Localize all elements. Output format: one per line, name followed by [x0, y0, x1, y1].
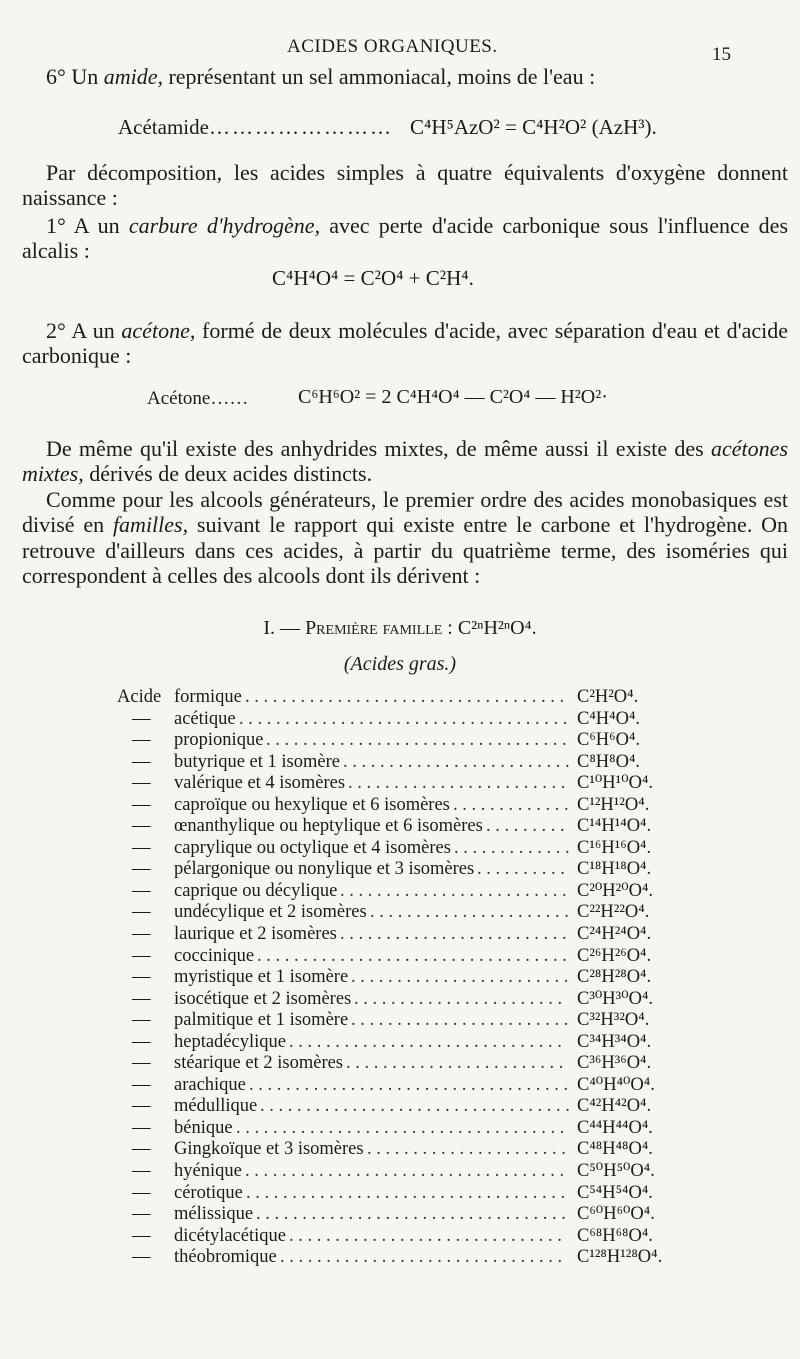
acid-row	[80, 967, 760, 989]
page-number: 15	[712, 44, 731, 65]
term-italic: familles,	[112, 512, 189, 538]
acid-name: myristique et 1 isomère	[174, 967, 349, 988]
dot-leader: . . . . . . . . . . . . . . . . . . . . . . . . . . . . . . . . . .	[256, 1204, 566, 1225]
ditto-dash: —	[132, 773, 151, 794]
acid-row	[80, 1139, 760, 1161]
acid-row	[80, 902, 760, 924]
ditto-dash: —	[132, 924, 151, 945]
dot-leader: . . . . . . . . .	[486, 816, 565, 837]
intro-paragraph: Par décomposition, les acides simples à quatre équivalents d'oxygène donnent naissance :	[22, 160, 788, 211]
ditto-dash: —	[132, 902, 151, 923]
term-italic: acétone,	[121, 318, 196, 343]
term-italic: acétones mixtes,	[22, 436, 788, 487]
acid-formula: C⁴²H⁴²O⁴.	[577, 1096, 652, 1117]
dot-leader: . . . . . . . . . . . . . . . . . . . . . . . . . . . . . . . . .	[266, 730, 567, 751]
ditto-dash: —	[132, 988, 151, 1009]
term-italic: amide,	[103, 64, 163, 89]
dot-leader: . . . . . . . . . . . . . . . . . . . . . . . .	[348, 773, 566, 794]
acid-name: laurique et 2 isomères	[174, 924, 337, 945]
acid-row	[80, 1053, 760, 1075]
dot-leader: . . . . . . . . . . . . . . . . . . . . . . . . . . . . . . . . . . .	[245, 687, 565, 707]
dot-leader: . . . . . . . . . . . . . . . . . . . . . . . . .	[340, 924, 567, 945]
acid-row	[80, 989, 760, 1011]
dot-leader: . . . . . . . . . . . . . . . . . . . . . . . . .	[340, 880, 567, 901]
acid-row	[80, 730, 760, 752]
ditto-dash: —	[132, 794, 151, 815]
acid-name: heptadécylique	[174, 1031, 286, 1052]
acid-formula: C⁴⁰H⁴⁰O⁴.	[577, 1074, 655, 1095]
acid-name: arachique	[174, 1074, 246, 1095]
acid-row	[80, 1010, 760, 1032]
acid-name: propionique	[174, 730, 264, 751]
acid-formula: C⁶⁸H⁶⁸O⁴.	[577, 1225, 653, 1246]
acid-row	[80, 924, 760, 946]
dot-leader: . . . . . . . . . . . . . . . . . . . . . . . . . . . . . . . . . .	[260, 1096, 570, 1117]
ditto-dash: —	[132, 1204, 151, 1225]
acid-row	[80, 709, 760, 731]
item-1-paragraph: 1° A un carbure d'hydrogène, avec perte d'acide carbonique sous l'influence des alcalis :	[22, 213, 789, 264]
acid-row	[80, 1161, 760, 1183]
acetone-formula: C⁶H⁶O² = 2 C⁴H⁴O⁴ — C²O⁴ — H²O²·	[298, 386, 608, 408]
acid-formula: C¹²⁸H¹²⁸O⁴.	[577, 1247, 663, 1268]
item-number: 1°	[46, 213, 66, 238]
dot-leader: . . . . . . . . . . . . . . . . . . . . . . . .	[351, 967, 569, 988]
acid-row	[80, 1183, 760, 1205]
acid-name: stéarique et 2 isomères	[174, 1053, 344, 1074]
acid-formula: C²⁶H²⁶O⁴.	[577, 945, 652, 966]
ditto-dash: —	[132, 1031, 151, 1052]
families-paragraph: Comme pour les alcools générateurs, le premier ordre des acides monobasiques est divisé en familles, suivant le rapport qui existe entre le carbone et l'hydrogène. On retrouve d'ailleurs dans ces acides, à partir du quatrième terme, des isoméries qui correspondent à celles des alcools dont ils dérivent :	[22, 487, 789, 589]
acid-row	[80, 1204, 760, 1226]
ditto-dash: —	[132, 1182, 151, 1203]
dot-leader: . . . . . . . . . . . . . . . . . . . . . . . . . . . . . . . . . .	[257, 945, 567, 966]
acid-formula: C³⁴H³⁴O⁴.	[577, 1031, 652, 1052]
acid-formula: C⁸H⁸O⁴.	[577, 751, 641, 772]
acid-name: théobromique	[174, 1247, 277, 1268]
dot-leader: . . . . . . . . . . . . . . . . . . . . . . . .	[346, 1053, 564, 1074]
dot-leader: . . . . . . . . . . . . . . . . . . . . . .	[370, 902, 569, 923]
mixed-acetones-paragraph: De même qu'il existe des anhydrides mixtes, de même aussi il existe des acétones mixtes, dérivés de deux acides distincts.	[22, 436, 788, 487]
acid-formula: C⁴⁴H⁴⁴O⁴.	[577, 1117, 653, 1138]
acid-name: valérique et 4 isomères	[174, 773, 346, 794]
dot-leader: . . . . . . . . . . . . . . . . . . . . . . . . . . . . . . . . . . .	[246, 1182, 566, 1203]
acid-formula: C¹⁶H¹⁶O⁴.	[577, 837, 652, 858]
acid-row	[80, 1247, 760, 1269]
acid-name: bénique	[174, 1117, 233, 1138]
acid-row	[80, 946, 760, 968]
term-italic: carbure d'hydrogène,	[128, 213, 321, 238]
item-6-paragraph: 6° Un amide, représentant un sel ammoniacal, moins de l'eau :	[46, 64, 596, 89]
decarboxylation-formula: C⁴H⁴O⁴ = C²O⁴ + C²H⁴.	[272, 266, 474, 290]
ditto-dash: —	[132, 1117, 151, 1138]
acid-row	[80, 1032, 760, 1054]
acid-name: acétique	[174, 708, 236, 729]
acid-row	[80, 816, 760, 838]
acid-name: Gingkoïque et 3 isomères	[174, 1139, 364, 1160]
acid-row	[80, 838, 760, 860]
acid-formula: C³²H³²O⁴.	[577, 1010, 650, 1031]
acid-formula: C¹⁴H¹⁴O⁴.	[577, 816, 652, 837]
acid-name: coccinique	[174, 945, 255, 966]
acid-formula: C¹⁰H¹⁰O⁴.	[577, 773, 654, 794]
acid-name: butyrique et 1 isomère	[174, 751, 340, 772]
ditto-dash: —	[132, 1161, 151, 1182]
acid-row	[80, 795, 760, 817]
acid-formula: C²⁸H²⁸O⁴.	[577, 967, 652, 988]
acid-row	[80, 773, 760, 795]
dot-leader: . . . . . . . . . . . . . . . . . . . . . . . . . . . . . . . . . . . .	[239, 708, 568, 729]
running-header: ACIDES ORGANIQUES.	[287, 36, 498, 57]
dot-leader: . . . . . . . . . . . . . . . . . . . . . . . . . . . . . . . . . . . .	[236, 1117, 565, 1138]
acid-formula: C¹²H¹²O⁴.	[577, 794, 650, 815]
acid-formula: C²²H²²O⁴.	[577, 902, 650, 923]
acid-name: mélissique	[174, 1204, 254, 1225]
section-subtitle: (Acides gras.)	[343, 653, 457, 675]
acid-name: hyénique	[174, 1161, 242, 1182]
ditto-dash: —	[132, 1096, 151, 1117]
acid-row	[80, 687, 760, 709]
acid-name: isocétique et 2 isomères	[174, 988, 352, 1009]
dot-leader: . . . . . . . . . . . . . . . . . . . . . . .	[354, 988, 563, 1009]
acid-name: caprylique ou octylique et 4 isomères	[174, 837, 451, 858]
ditto-dash: —	[132, 1074, 151, 1095]
acid-name: cérotique	[174, 1182, 243, 1203]
section-title: I. — Première famille : C²ⁿH²ⁿO⁴.	[263, 617, 537, 639]
acid-name: médullique	[174, 1096, 258, 1117]
acid-row	[80, 1226, 760, 1248]
acid-formula: C¹⁸H¹⁸O⁴.	[577, 859, 652, 880]
dot-leader: . . . . . . . . . . . . .	[454, 837, 570, 858]
acid-row	[80, 1118, 760, 1140]
ditto-dash: —	[132, 816, 151, 837]
acetone-label: Acétone……	[147, 388, 249, 409]
acid-formula: C²H²O⁴.	[577, 687, 639, 707]
acid-formula: C⁴⁸H⁴⁸O⁴.	[577, 1139, 653, 1160]
ditto-dash: —	[132, 1139, 151, 1160]
ditto-dash: —	[132, 1225, 151, 1246]
acid-prefix: Acide	[117, 687, 162, 707]
acid-formula: C⁴H⁴O⁴.	[577, 708, 641, 729]
ditto-dash: —	[132, 730, 151, 751]
acid-name: pélargonique ou nonylique et 3 isomères	[174, 859, 475, 880]
acid-list	[80, 687, 760, 1269]
acid-row	[80, 859, 760, 881]
acid-row	[80, 1096, 760, 1118]
acid-formula: C⁵⁰H⁵⁰O⁴.	[577, 1161, 655, 1182]
dot-leader: . . . . . . . . . . . . . . . . . . . . . .	[367, 1139, 566, 1160]
dot-leader: . . . . . . . . . . . . .	[453, 794, 569, 815]
dot-leader: . . . . . . . . . . . . . . . . . . . . . . . . . . . . . . .	[280, 1247, 563, 1268]
acetamide-label: Acétamide……………………	[118, 115, 393, 139]
item-2-paragraph: 2° A un acétone, formé de deux molécules d'acide, avec séparation d'eau et d'acide carbonique :	[22, 318, 789, 369]
ditto-dash: —	[132, 1010, 151, 1031]
acid-row	[80, 752, 760, 774]
acid-row	[80, 881, 760, 903]
ditto-dash: —	[132, 859, 151, 880]
acid-formula: C⁶⁰H⁶⁰O⁴.	[577, 1204, 655, 1225]
item-number: 2°	[46, 318, 66, 343]
acid-formula: C²⁴H²⁴O⁴.	[577, 924, 652, 945]
acid-name: undécylique et 2 isomères	[174, 902, 367, 923]
dot-leader: . . . . . . . . . . . . . . . . . . . . . . . . . . . . . .	[289, 1225, 562, 1246]
ditto-dash: —	[132, 751, 151, 772]
acid-formula: C²⁰H²⁰O⁴.	[577, 880, 654, 901]
ditto-dash: —	[132, 1053, 151, 1074]
ditto-dash: —	[132, 880, 151, 901]
acid-formula: C⁶H⁶O⁴.	[577, 730, 641, 751]
item-number: 6°	[46, 64, 66, 89]
acid-formula: C⁵⁴H⁵⁴O⁴.	[577, 1182, 653, 1203]
ditto-dash: —	[132, 708, 151, 729]
acetamide-formula: C⁴H⁵AzO² = C⁴H²O² (AzH³).	[410, 115, 657, 139]
dot-leader: . . . . . . . . . . . . . . . . . . . . . . . . . . . . . . . . . . .	[245, 1161, 565, 1182]
ditto-dash: —	[132, 1247, 151, 1268]
dot-leader: . . . . . . . . . .	[477, 859, 565, 880]
acid-name: caprique ou décylique	[174, 880, 338, 901]
dot-leader: . . . . . . . . . . . . . . . . . . . . . . . . . . . . . . . . . . .	[249, 1074, 569, 1095]
acid-name: formique	[174, 687, 242, 707]
acid-row	[80, 1075, 760, 1097]
ditto-dash: —	[132, 967, 151, 988]
dot-leader: . . . . . . . . . . . . . . . . . . . . . . . . . . . . . .	[289, 1031, 562, 1052]
ditto-dash: —	[132, 837, 151, 858]
acid-name: caproïque ou hexylique et 6 isomères	[174, 794, 450, 815]
acid-name: œnanthylique ou heptylique et 6 isomères	[174, 816, 483, 837]
acid-name: dicétylacétique	[174, 1225, 286, 1246]
ditto-dash: —	[132, 945, 151, 966]
acid-formula: C³⁶H³⁶O⁴.	[577, 1053, 652, 1074]
acid-formula: C³⁰H³⁰O⁴.	[577, 988, 654, 1009]
dot-leader: . . . . . . . . . . . . . . . . . . . . . . . . .	[343, 751, 570, 772]
acid-name: palmitique et 1 isomère	[174, 1010, 349, 1031]
dot-leader: . . . . . . . . . . . . . . . . . . . . . . . .	[351, 1010, 569, 1031]
